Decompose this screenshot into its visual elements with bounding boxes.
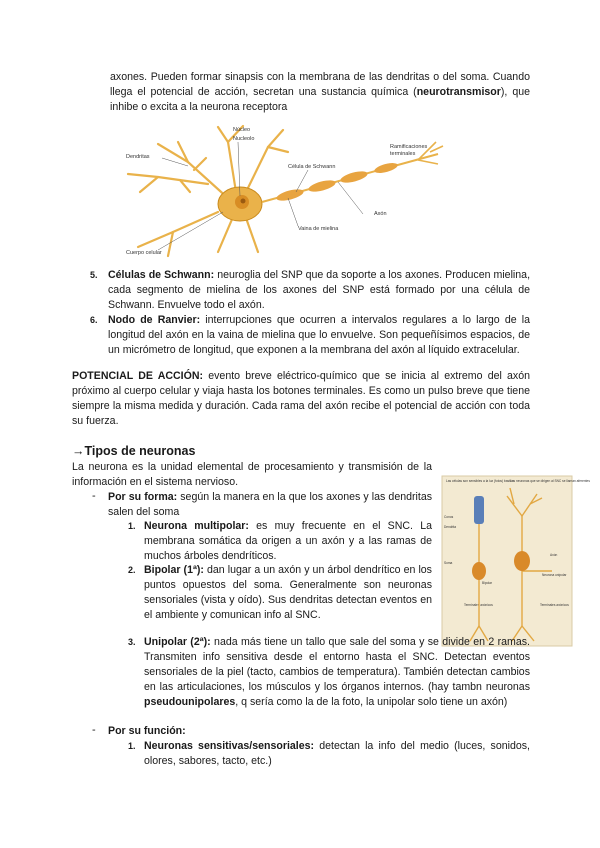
label-nucleo: Núcleo [233, 127, 251, 133]
intro-paragraph: axones. Pueden formar sinapsis con la membrana de las dendritas o del soma. Cuando llega el potencial de acción, secretan una sustancia química (neurotransmisor), que inhibe o excita a la neurona receptora [110, 71, 530, 113]
label-cuerpo-celular: Cuerpo celular [126, 250, 162, 256]
types-bipolar: Bipolar [482, 581, 492, 585]
forma-heading: Por su forma: según la manera en la que los axones y las dendritas salen del soma [108, 491, 433, 518]
list-number-6: 6. [90, 315, 98, 325]
types-axon: Axón [550, 553, 558, 557]
label-schwann: Célula de Schwann [288, 164, 336, 170]
neuron-figure [118, 122, 448, 262]
types-cone: Conos [444, 515, 454, 519]
label-nucleolo: Nucleolo [233, 136, 255, 142]
forma-number-2: 2. [128, 565, 136, 575]
label-terminales: terminales [390, 151, 416, 157]
types-dendrite: Dendrita [444, 525, 457, 529]
funcion-heading: Por su función: [108, 725, 186, 737]
types-unipolar: Neurona unipolar [542, 573, 567, 577]
types-top-left: Las células son sensibles a la luz (fotos) bastón [446, 479, 514, 483]
forma-item-multipolar: Neurona multipolar: es muy frecuente en el SNC. La membrana somática da origen a un axón y a las ramas de muchos árboles dendríticos. [144, 520, 432, 562]
forma-item-unipolar: Unipolar (2ª): nada más tiene un tallo que sale del soma y se divide en 2 ramas. Transmiten info sensitiva desde el entorno hasta el SNC. Detectan eventos sensoriales de la piel (tacto, cambios de temperatura). También detectan cambios en las articulaciones, los músculos y los órganos internos. (hay tambn neuronas pseudounipolares, q sería como la de la foto, la unipolar solo tiene un axón) [144, 636, 530, 708]
potencial-paragraph: POTENCIAL DE ACCIÓN: evento breve eléctrico-químico que se inicia al extremo del axón próximo al cuerpo celular y viaja hasta los botones terminales. Es como un pulso breve que tiene siempre la misma medida y duración. Cada rama del axón recibe el potencial de acción con toda su fuerza. [72, 370, 530, 427]
neuron-types-figure [442, 476, 590, 646]
forma-item-bipolar: Bipolar (1ª): dan lugar a un axón y un árbol dendrítico en los puntos opuestos del soma. Generalmente son neuronas sensoriales (vista y oído). Sus dendritas detectan eventos en el ambiente y comunican info al SNC. [144, 564, 432, 621]
types-soma: Soma [444, 561, 453, 565]
funcion-bullet: - [92, 724, 96, 736]
label-vaina: Vaina de mielina [298, 226, 339, 232]
label-dendritas: Dendritas [126, 154, 150, 160]
funcion-number-1: 1. [128, 741, 136, 751]
forma-number-1: 1. [128, 521, 136, 531]
list-item-schwann: Células de Schwann: neuroglia del SNP que da soporte a los axones. Producen mielina, cada segmento de mielina de los axones del SNP está formado por una célula de Schwann. Envuelve todo el axón. [108, 269, 531, 311]
list-item-ranvier: Nodo de Ranvier: interrupciones que ocurren a intervalos regulares a lo largo de la longitud del axón en la vaina de mielina que lo envuelve. Son pequeñísimos espacios, de un micrómetro de longitud, que exponen a la membrana del axón al líquido extracelular. [108, 314, 530, 356]
forma-number-3: 3. [128, 637, 136, 647]
types-terminal-right: Terminales axónicos [540, 603, 569, 607]
forma-bullet: - [92, 490, 96, 502]
label-ramificaciones: Ramificaciones [390, 144, 428, 150]
label-axon: Axón [374, 211, 387, 217]
section-intro: La neurona es la unidad elemental de procesamiento y transmisión de la información en el sistema nervioso. [72, 461, 432, 488]
types-terminal-left: Terminales axónicos [464, 603, 493, 607]
types-top-right: Los neuronas que se dirigen al SNC se llaman aferentes [510, 479, 590, 483]
funcion-item-sensitivas: Neuronas sensitivas/sensoriales: detectan la info del medio (luces, sonidos, olores, sabores, tacto, etc.) [144, 740, 530, 767]
list-number-5: 5. [90, 270, 98, 280]
section-heading: →Tipos de neuronas [72, 444, 196, 458]
